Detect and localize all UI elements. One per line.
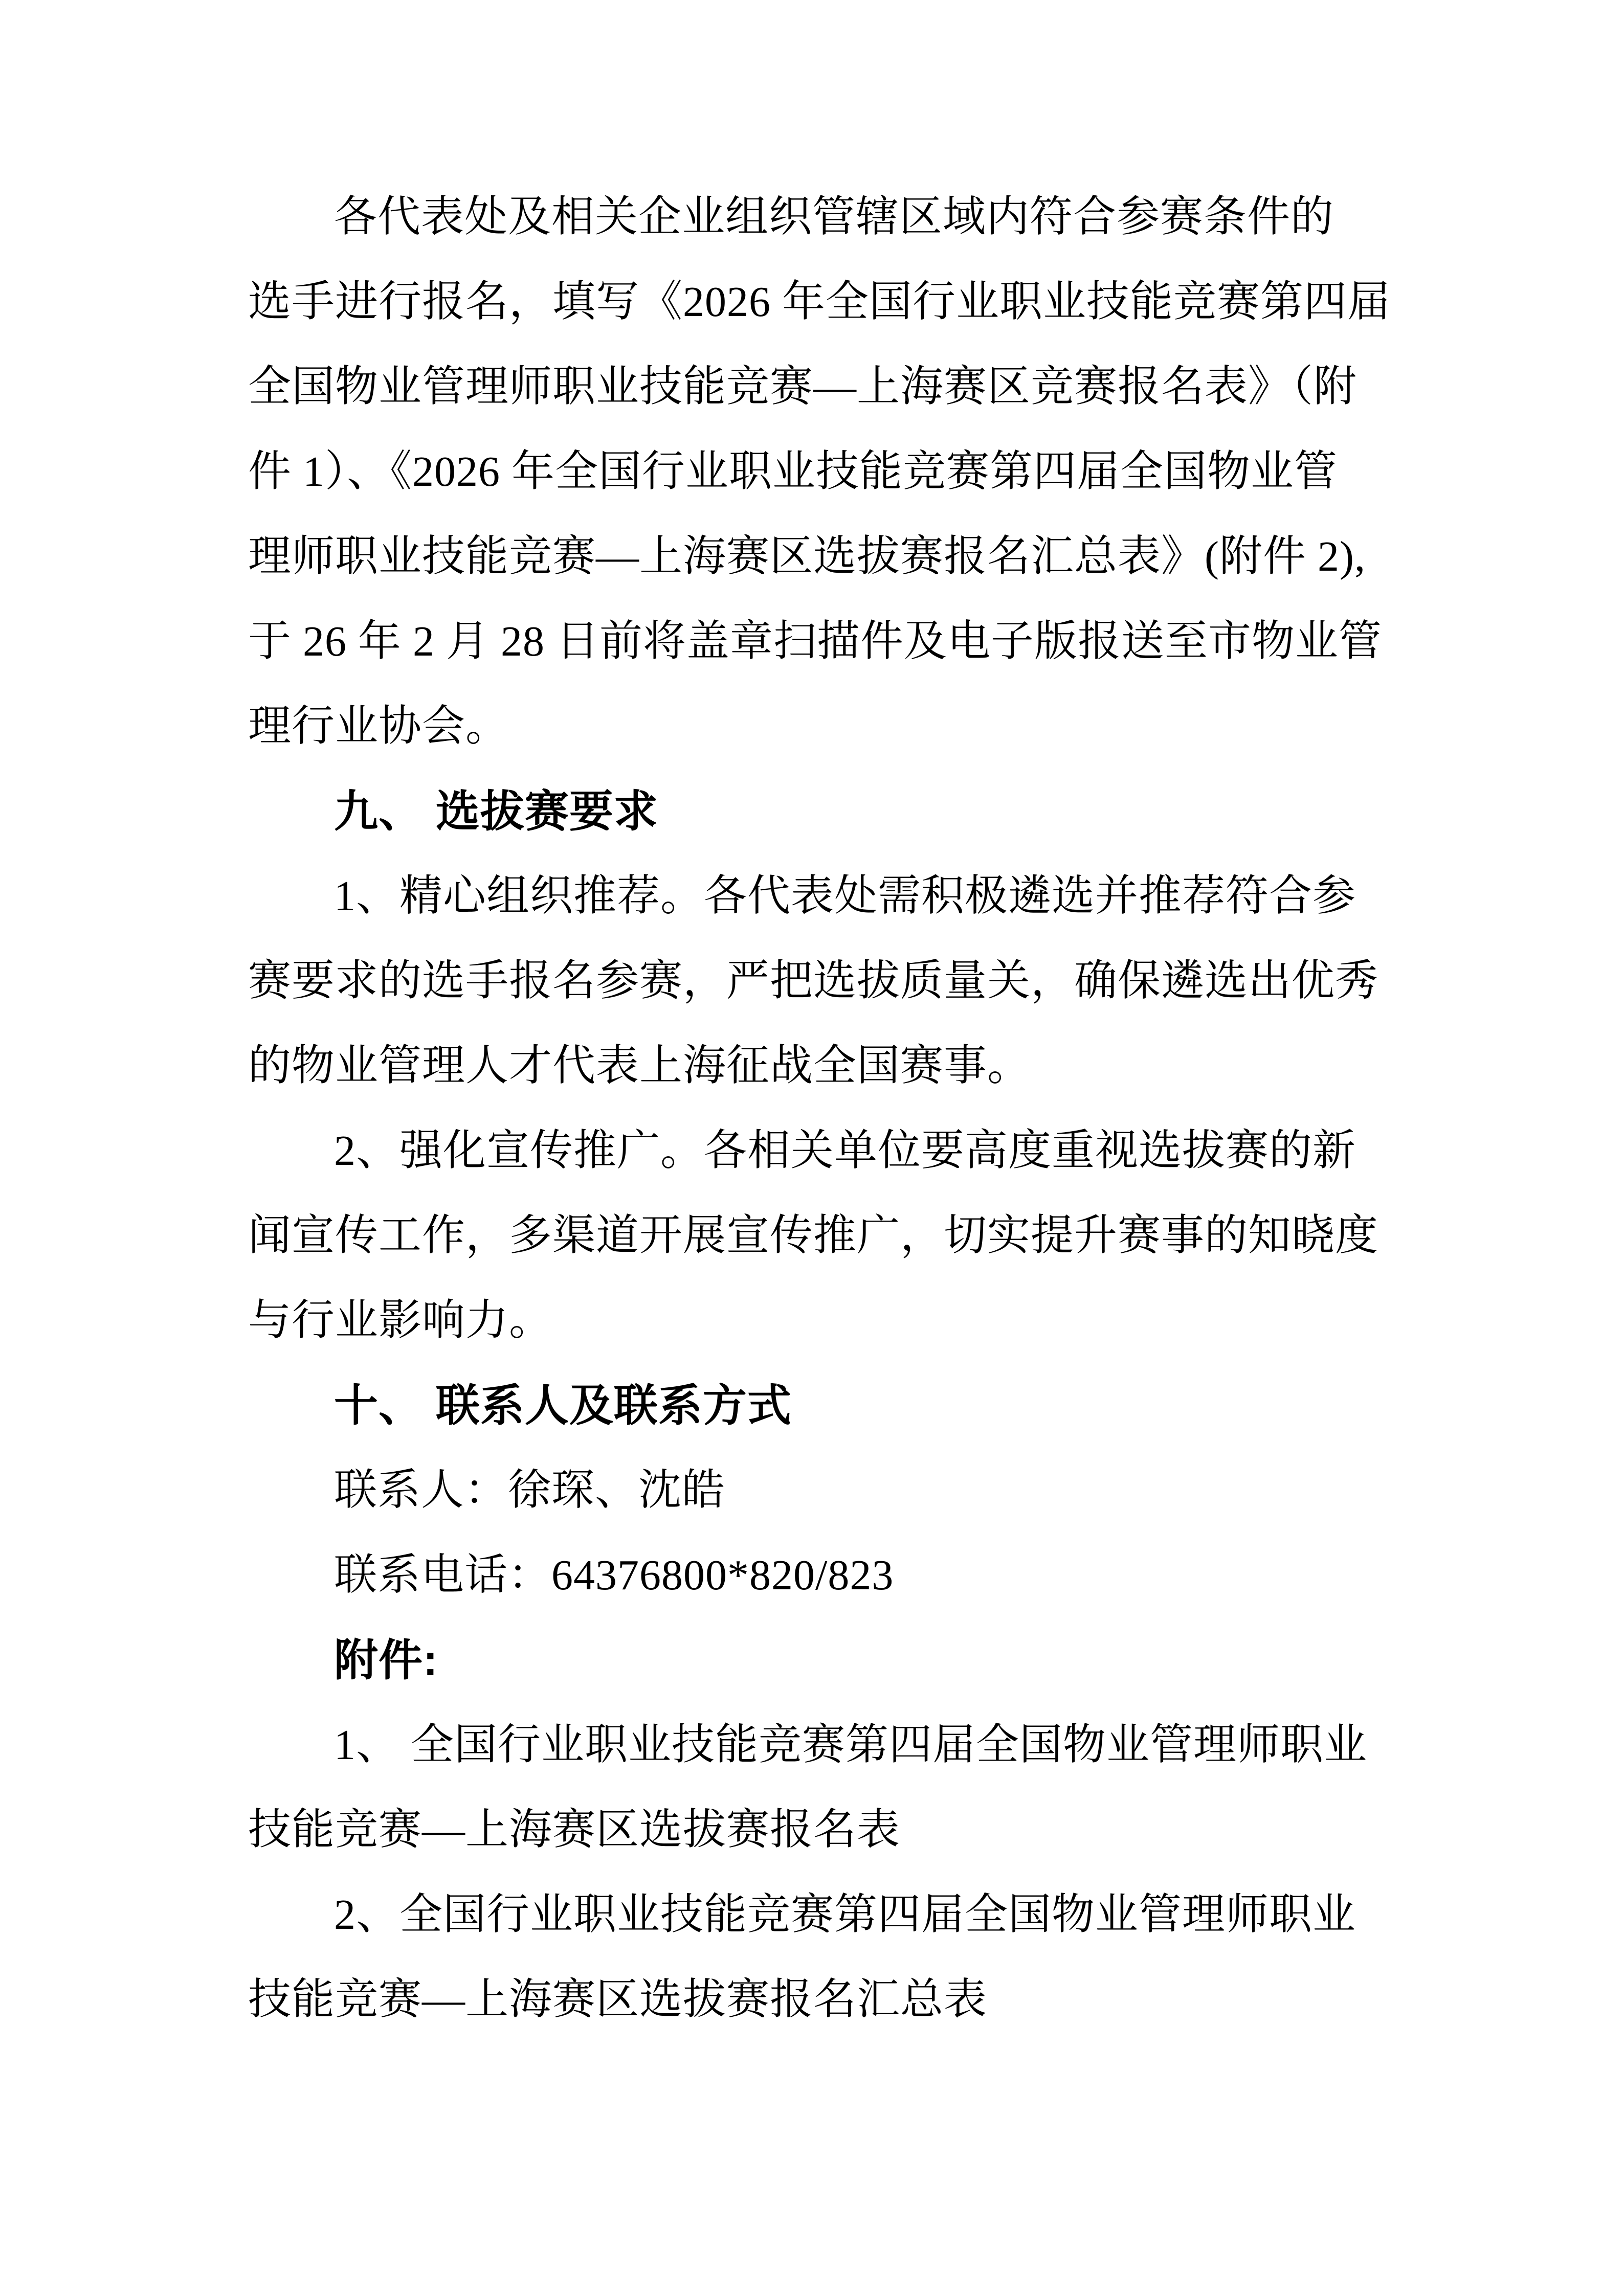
text-line: 2、全国行业职业技能竞赛第四届全国物业管理师职业 bbox=[334, 1891, 1356, 1939]
text-line: 1、 全国行业职业技能竞赛第四届全国物业管理师职业 bbox=[334, 1721, 1368, 1769]
text-line: 件 1）、《2026 年全国行业职业技能竞赛第四届全国物业管 bbox=[248, 448, 1338, 496]
text-line: 理师职业技能竞赛—上海赛区选拔赛报名汇总表》(附件 2), bbox=[248, 533, 1366, 580]
text-line: 理行业协会。 bbox=[248, 703, 509, 750]
section-heading: 附件: bbox=[334, 1636, 438, 1685]
text-line: 技能竞赛—上海赛区选拔赛报名表 bbox=[248, 1806, 901, 1854]
text-line: 联系人：徐琛、沈皓 bbox=[334, 1467, 726, 1514]
text-line: 选手进行报名，填写《2026 年全国行业职业技能竞赛第四届 bbox=[248, 278, 1391, 326]
text-line: 的物业管理人才代表上海征战全国赛事。 bbox=[248, 1042, 1031, 1090]
text-line: 赛要求的选手报名参赛，严把选拔质量关，确保遴选出优秀 bbox=[248, 957, 1379, 1005]
document-body bbox=[248, 175, 1391, 2042]
text-line: 各代表处及相关企业组织管辖区域内符合参赛条件的 bbox=[334, 193, 1334, 241]
text-line: 2、强化宣传推广。各相关单位要高度重视选拔赛的新 bbox=[334, 1127, 1356, 1175]
text-line: 全国物业管理师职业技能竞赛—上海赛区竞赛报名表》（附 bbox=[248, 363, 1358, 411]
text-line: 技能竞赛—上海赛区选拔赛报名汇总表 bbox=[248, 1976, 988, 2023]
section-heading: 九、 选拔赛要求 bbox=[334, 787, 658, 836]
text-line: 联系电话：64376800*820/823 bbox=[334, 1551, 894, 1599]
text-line: 于 26 年 2 月 28 日前将盖章扫描件及电子版报送至市物业管 bbox=[248, 618, 1383, 665]
text-line: 1、精心组织推荐。各代表处需积极遴选并推荐符合参 bbox=[334, 872, 1356, 920]
text-line: 闻宣传工作，多渠道开展宣传推广，切实提升赛事的知晓度 bbox=[248, 1212, 1379, 1259]
text-line: 与行业影响力。 bbox=[248, 1297, 553, 1344]
section-heading: 十、 联系人及联系方式 bbox=[334, 1381, 792, 1430]
